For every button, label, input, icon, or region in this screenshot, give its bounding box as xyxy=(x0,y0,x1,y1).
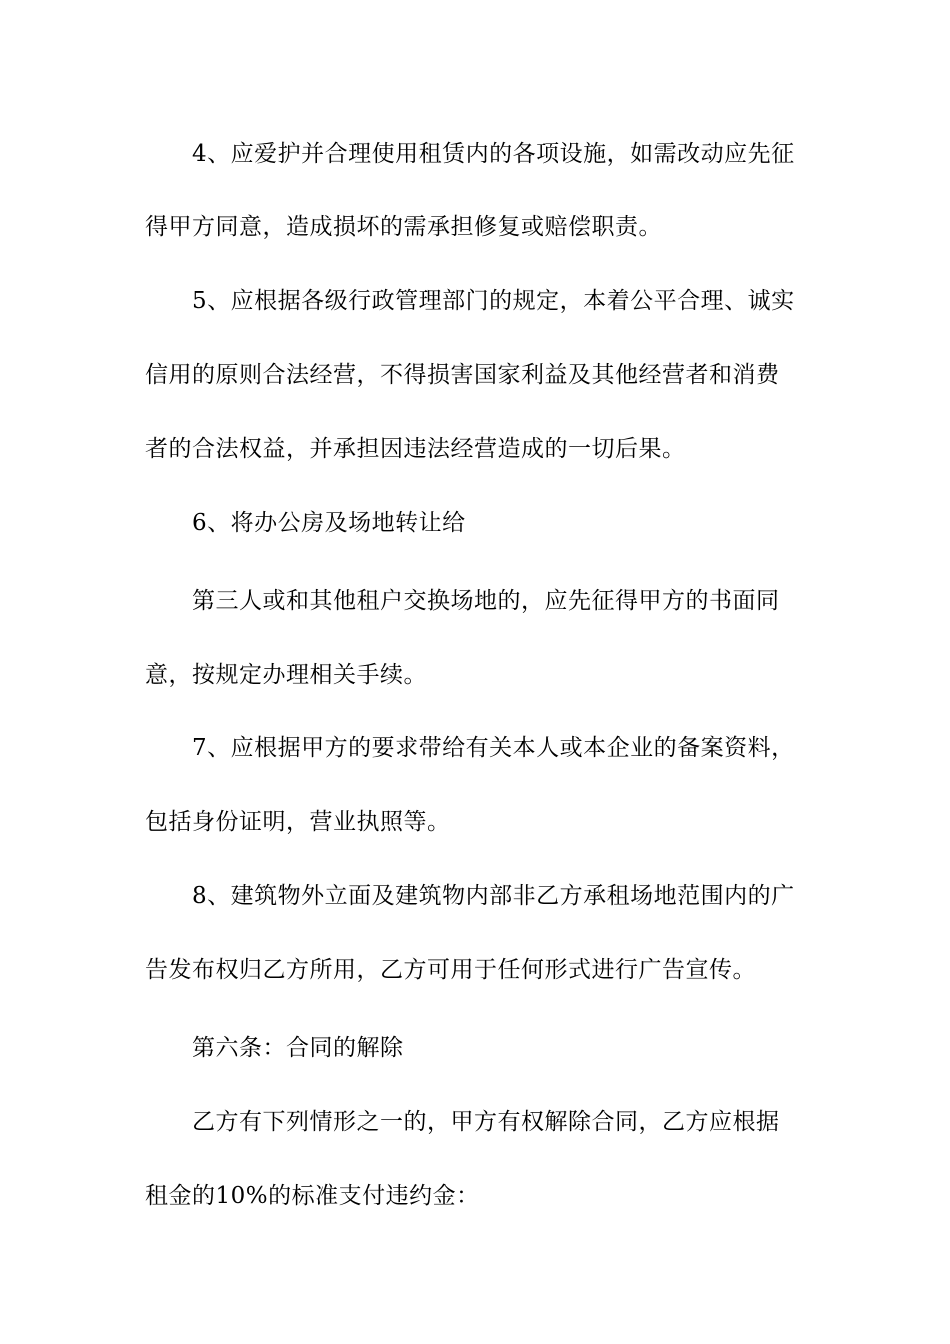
text-line: 信用的原则合法经营，不得损害国家利益及其他经营者和消费 xyxy=(145,362,780,388)
text-line: 包括身份证明，营业执照等。 xyxy=(145,809,451,835)
text-line: 告发布权归乙方所用，乙方可用于任何形式进行广告宣传。 xyxy=(145,957,756,983)
text-line: 乙方有下列情形之一的，甲方有权解除合同，乙方应根据 xyxy=(192,1109,780,1135)
text-line: 6、将办公房及场地转让给 xyxy=(192,510,466,536)
text-line: 第三人或和其他租户交换场地的，应先征得甲方的书面同 xyxy=(192,588,780,614)
text-line: 意，按规定办理相关手续。 xyxy=(145,662,427,688)
text-line: 5、应根据各级行政管理部门的规定，本着公平合理、诚实 xyxy=(192,288,795,314)
section-heading: 第六条：合同的解除 xyxy=(192,1035,404,1061)
text-line: 得甲方同意，造成损坏的需承担修复或赔偿职责。 xyxy=(145,214,662,240)
text-line: 4、应爱护并合理使用租赁内的各项设施，如需改动应先征 xyxy=(192,141,795,167)
text-line: 者的合法权益，并承担因违法经营造成的一切后果。 xyxy=(145,436,686,462)
text-line: 8、建筑物外立面及建筑物内部非乙方承租场地范围内的广 xyxy=(192,883,795,909)
text-line: 7、应根据甲方的要求带给有关本人或本企业的备案资料， xyxy=(192,735,795,761)
text-line: 租金的10%的标准支付违约金： xyxy=(145,1183,480,1209)
